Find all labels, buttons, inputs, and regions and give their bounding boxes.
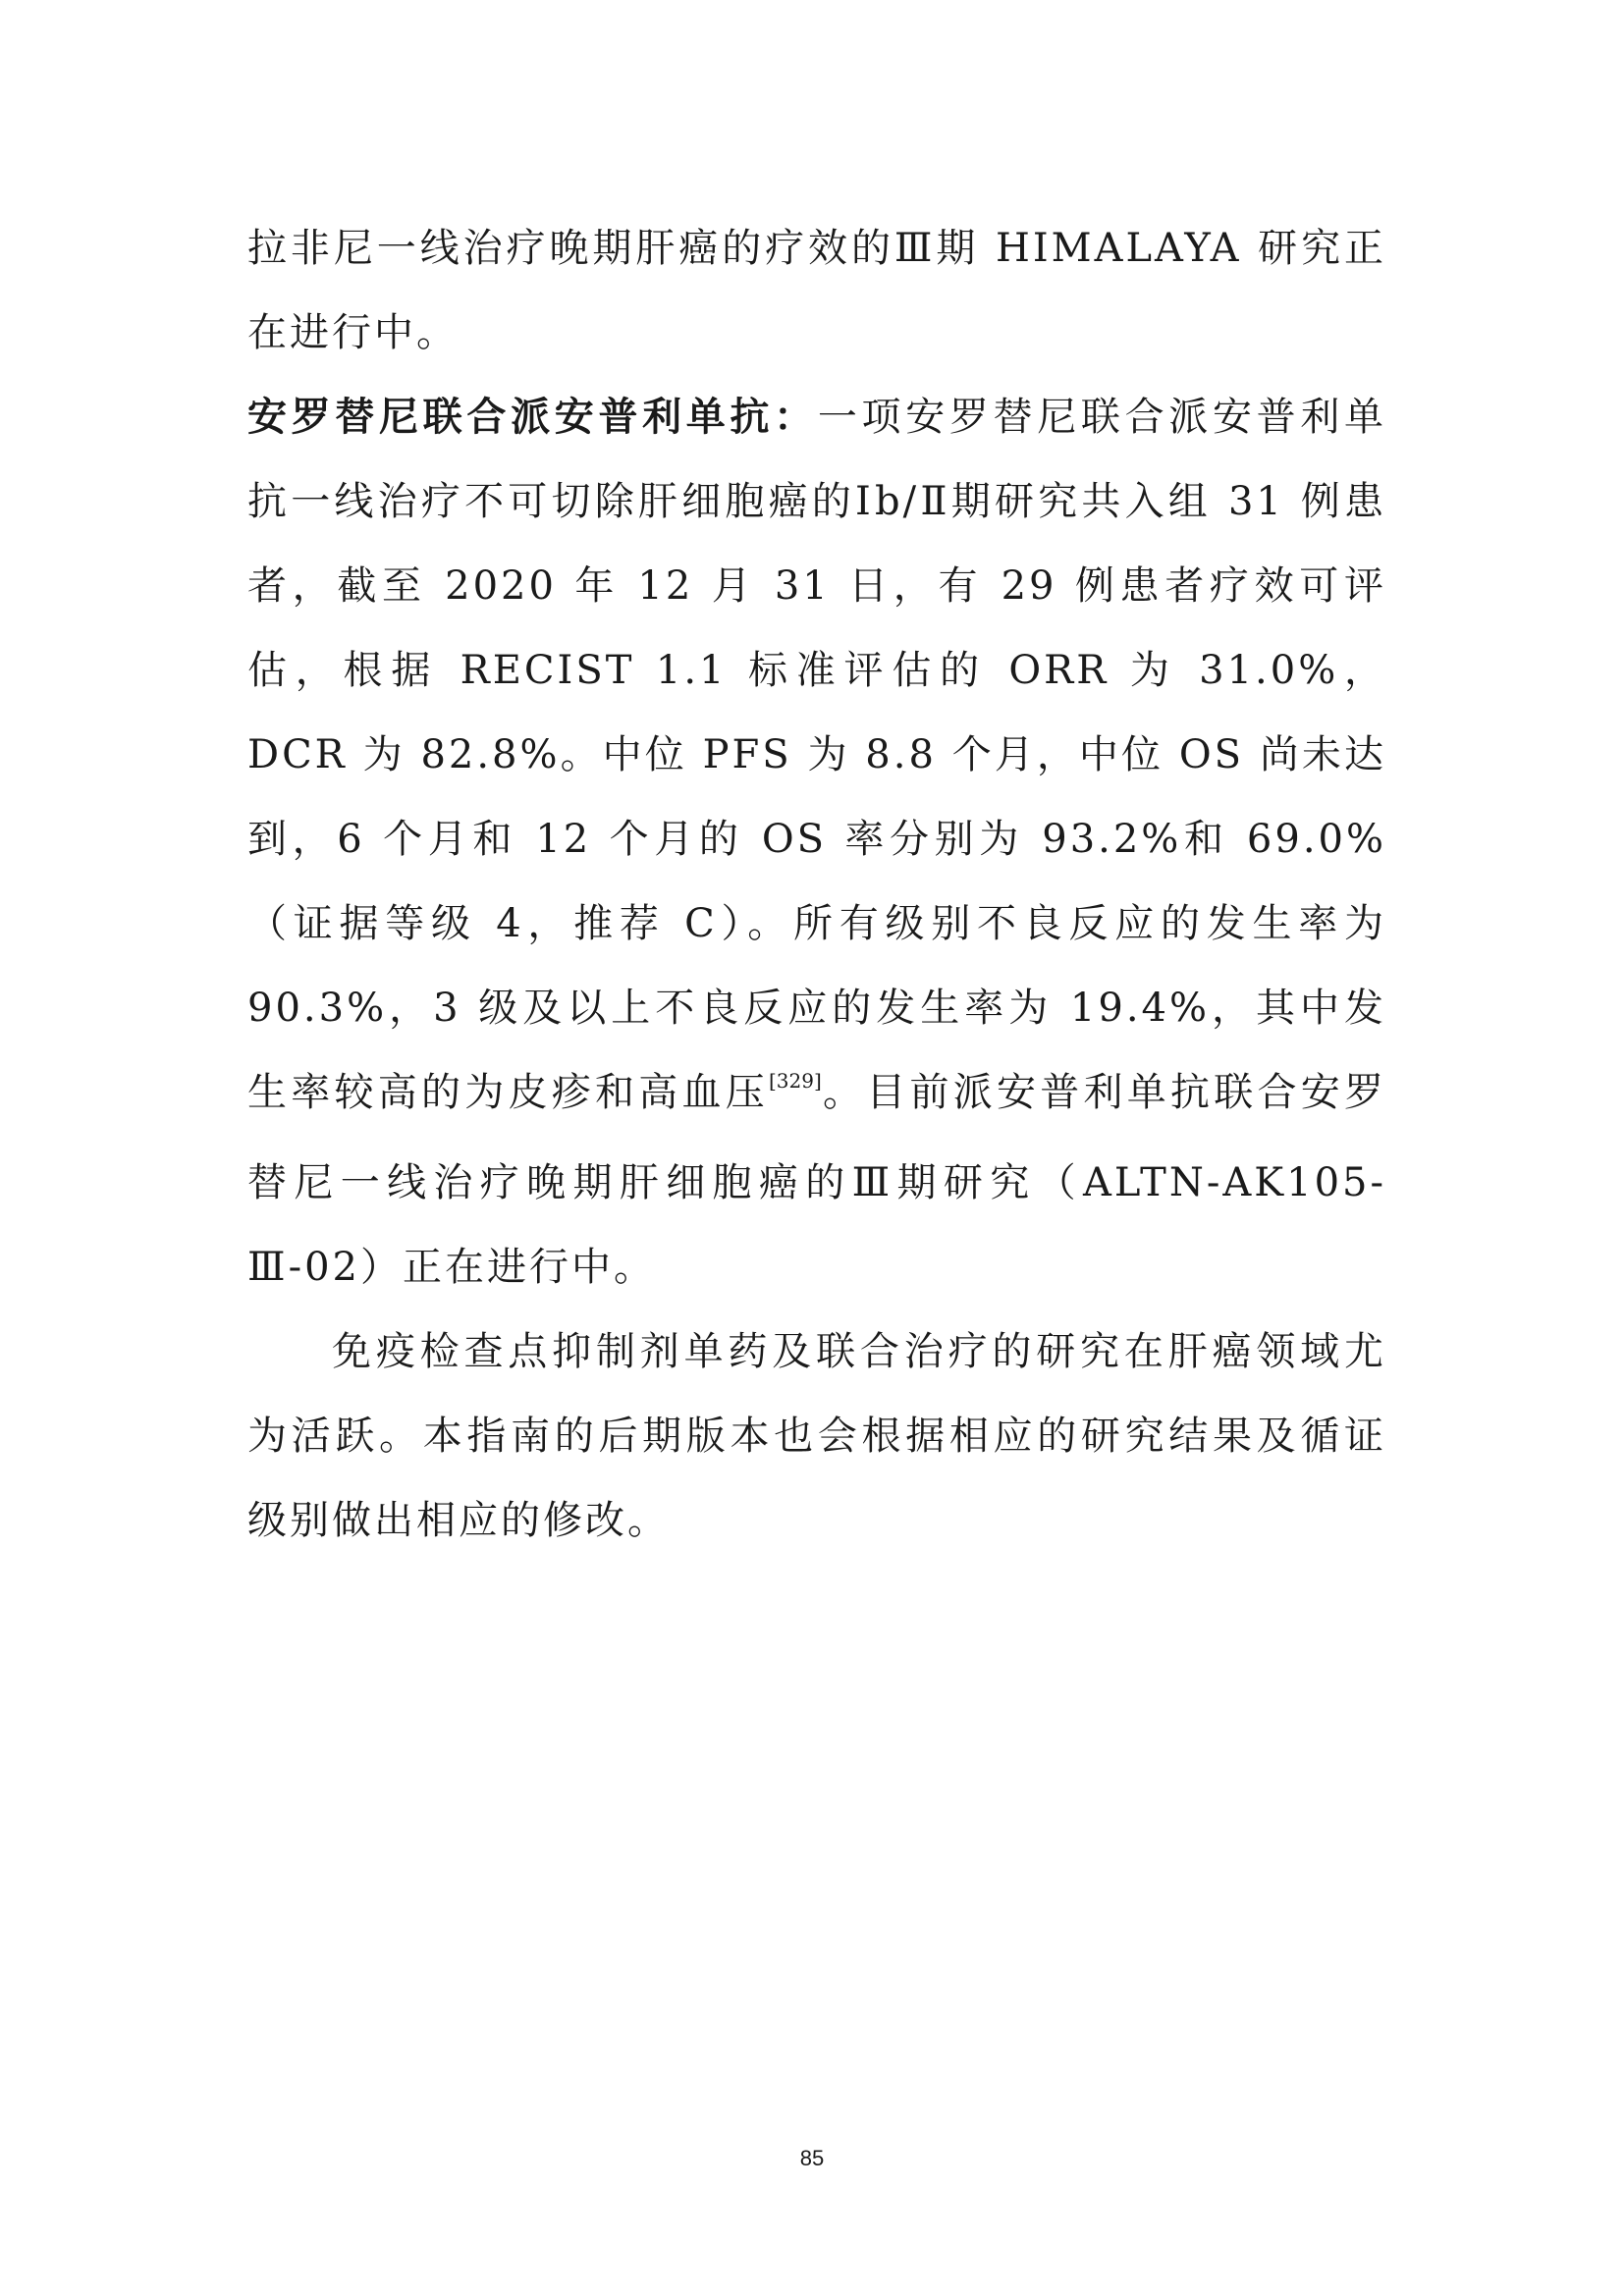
body-text (247, 206, 1386, 1563)
paragraph-anlotinib-penpulimab (247, 375, 1386, 1309)
paragraph-heading: 安罗替尼联合派安普利单抗： (247, 394, 818, 440)
citation-reference: [329] (769, 1069, 822, 1093)
page-number: 85 (799, 2146, 825, 2170)
paragraph-tail: 。目前派安普利单抗联合安罗替尼一线治疗晚期肝细胞癌的Ⅲ期研究（ALTN-AK105-Ⅲ-02）正在进行中。 (247, 1070, 1387, 1290)
paragraph-body: 一项安罗替尼联合派安普利单抗一线治疗不可切除肝细胞癌的Ⅰb/Ⅱ期研究共入组 31 例患者，截至 2020 年 12 月 31 日，有 29 例患者疗效可评估，根据 RECIST 1.1 标准评估的 ORR 为 31.0%，DCR 为 82.8%。中位 PFS 为 8.8 个月，中位 OS 尚未达到，6 个月和 12 个月的 OS 率分别为 93.2%和 69.0%（证据等级 4，推荐 C）。所有级别不良反应的发生率为 90.3%，3 级及以上不良反应的发生率为 19.4%，其中发生率较高的为皮疹和高血压 (247, 395, 1387, 1115)
paragraph-summary: 免疫检查点抑制剂单药及联合治疗的研究在肝癌领域尤为活跃。本指南的后期版本也会根据相应的研究结果及循证级别做出相应的修改。 (247, 1329, 1386, 1543)
paragraph-continuation: 拉非尼一线治疗晚期肝癌的疗效的Ⅲ期 HIMALAYA 研究正在进行中。 (247, 226, 1386, 355)
